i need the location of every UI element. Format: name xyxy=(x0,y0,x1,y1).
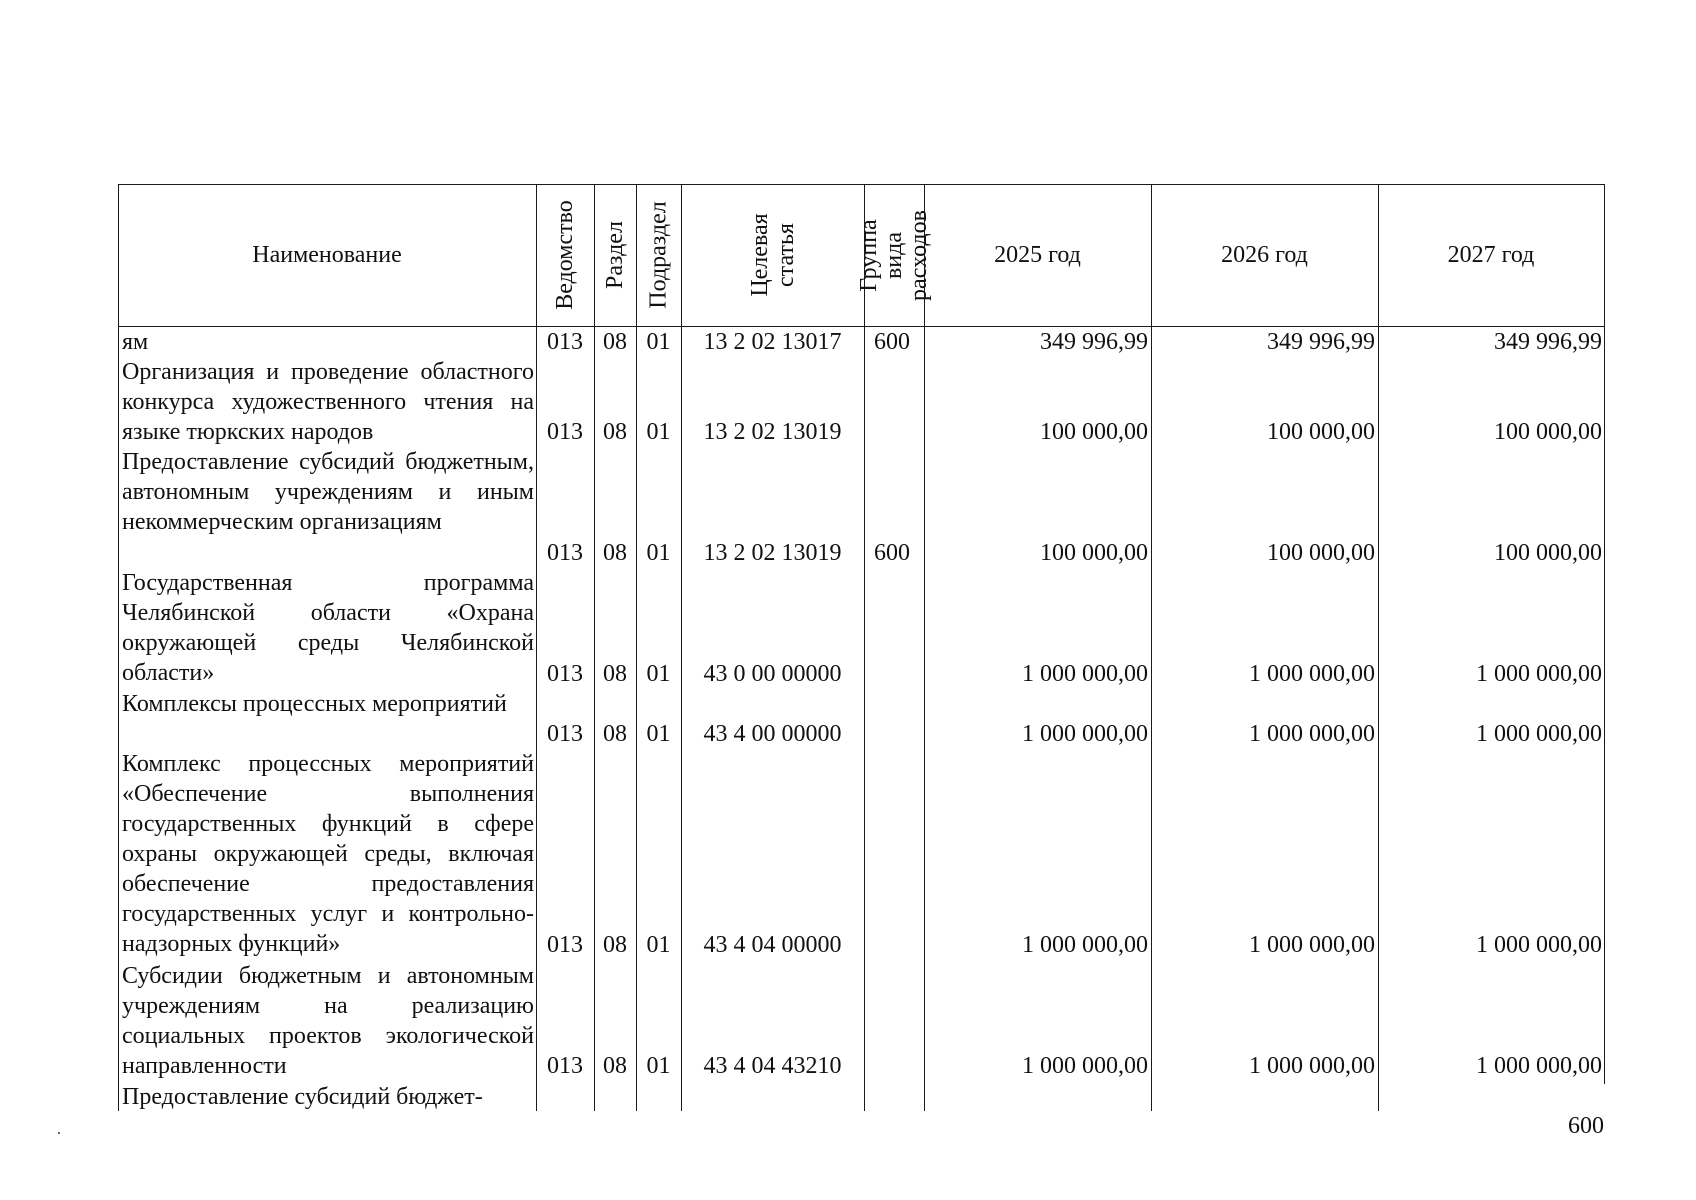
budget-table xyxy=(118,184,1604,1111)
row-name: ям xyxy=(122,329,149,355)
header-2025 xyxy=(924,184,1151,326)
row-podrazdel: 01 xyxy=(646,661,671,687)
row-2027: 1 000 000,00 xyxy=(1476,661,1602,687)
row-2026: 1 000 000,00 xyxy=(1249,932,1375,958)
header-name-label: Наименование xyxy=(252,241,402,268)
row-podrazdel: 01 xyxy=(646,1053,671,1079)
row-razdel: 08 xyxy=(603,721,627,747)
header-2026 xyxy=(1151,184,1378,326)
row-name: Предоставление субсидий бюджет- xyxy=(122,1084,483,1110)
row-celevaya: 43 4 00 00000 xyxy=(703,721,842,747)
row-vedomstvo: 013 xyxy=(547,329,583,355)
header-2027-label: 2027 год xyxy=(1447,241,1535,268)
page-number: 600 xyxy=(1568,1113,1604,1139)
header-2027 xyxy=(1378,184,1604,326)
row-gruppa: 600 xyxy=(874,540,910,566)
row-celevaya: 13 2 02 13017 xyxy=(703,329,842,355)
row-2027: 100 000,00 xyxy=(1494,540,1602,566)
row-2026: 100 000,00 xyxy=(1267,419,1375,445)
row-podrazdel: 01 xyxy=(646,419,671,445)
row-celevaya: 43 4 04 43210 xyxy=(703,1053,842,1079)
row-podrazdel: 01 xyxy=(646,721,671,747)
table-row xyxy=(118,961,1604,1082)
row-razdel: 08 xyxy=(603,932,627,958)
row-2027: 349 996,99 xyxy=(1494,329,1602,355)
row-2025: 1 000 000,00 xyxy=(1022,721,1148,747)
row-podrazdel: 01 xyxy=(646,540,671,566)
row-2027: 1 000 000,00 xyxy=(1476,932,1602,958)
table-row xyxy=(118,689,1604,749)
header-gruppa xyxy=(855,184,932,326)
header-2025-label: 2025 год xyxy=(994,241,1081,268)
row-2025: 1 000 000,00 xyxy=(1022,661,1148,687)
table-row xyxy=(118,568,1604,689)
row-celevaya: 43 4 04 00000 xyxy=(703,932,842,958)
row-2027: 1 000 000,00 xyxy=(1476,1053,1602,1079)
table-row xyxy=(118,1082,1604,1112)
row-2025: 1 000 000,00 xyxy=(1022,932,1148,958)
table-row xyxy=(118,357,1604,447)
col-border xyxy=(1604,184,1605,1084)
row-2026: 1 000 000,00 xyxy=(1249,1053,1375,1079)
header-celevaya xyxy=(681,184,864,326)
header-gruppa-label: Группа вида расходов xyxy=(855,209,932,301)
row-vedomstvo: 013 xyxy=(547,540,583,566)
row-razdel: 08 xyxy=(603,540,627,566)
row-name: Государственная программа Челябинской области «Охрана окружающей среды Челябинской области» xyxy=(122,570,534,686)
table-row xyxy=(118,327,1604,357)
row-vedomstvo: 013 xyxy=(547,721,583,747)
row-2026: 349 996,99 xyxy=(1267,329,1375,355)
header-vedomstvo-label: Ведомство xyxy=(552,200,578,310)
header-celevaya-label: Целевая статья xyxy=(746,213,799,297)
header-vedomstvo xyxy=(536,184,594,326)
row-razdel: 08 xyxy=(603,661,627,687)
row-2025: 100 000,00 xyxy=(1040,419,1148,445)
row-name: Предоставление субсидий бюджетным, автономным учреждениям и иным некоммерческим организациям xyxy=(122,449,534,535)
row-vedomstvo: 013 xyxy=(547,1053,583,1079)
row-vedomstvo: 013 xyxy=(547,661,583,687)
scan-speck xyxy=(58,1132,60,1134)
row-name: Комплексы процессных мероприятий xyxy=(122,691,507,717)
row-name: Комплекс процессных мероприятий «Обеспечение выполнения государственных функций в сфере охраны окружающей среды, включая обеспечение предоставления государственных услуг и контрольно-надзорных функций» xyxy=(122,751,534,957)
row-razdel: 08 xyxy=(603,1053,627,1079)
header-name xyxy=(118,184,536,326)
row-2025: 1 000 000,00 xyxy=(1022,1053,1148,1079)
row-razdel: 08 xyxy=(603,329,627,355)
row-vedomstvo: 013 xyxy=(547,419,583,445)
row-2026: 1 000 000,00 xyxy=(1249,721,1375,747)
row-podrazdel: 01 xyxy=(646,329,671,355)
row-celevaya: 43 0 00 00000 xyxy=(703,661,842,687)
row-name: Субсидии бюджетным и автономным учреждениям на реализацию социальных проектов экологической направленности xyxy=(122,963,534,1079)
header-podrazdel xyxy=(636,184,681,326)
row-celevaya: 13 2 02 13019 xyxy=(703,540,842,566)
row-name: Организация и проведение областного конкурса художественного чтения на языке тюркских народов xyxy=(122,359,534,445)
row-2027: 1 000 000,00 xyxy=(1476,721,1602,747)
table-row xyxy=(118,749,1604,961)
header-razdel-label: Раздел xyxy=(602,221,629,289)
row-2026: 100 000,00 xyxy=(1267,540,1375,566)
header-razdel xyxy=(594,184,636,326)
row-2026: 1 000 000,00 xyxy=(1249,661,1375,687)
table-row xyxy=(118,447,1604,568)
row-razdel: 08 xyxy=(603,419,627,445)
row-vedomstvo: 013 xyxy=(547,932,583,958)
row-2025: 349 996,99 xyxy=(1040,329,1148,355)
header-2026-label: 2026 год xyxy=(1221,241,1308,268)
row-gruppa: 600 xyxy=(874,329,910,355)
row-podrazdel: 01 xyxy=(646,932,671,958)
row-2025: 100 000,00 xyxy=(1040,540,1148,566)
header-podrazdel-label: Подраздел xyxy=(645,201,672,309)
row-celevaya: 13 2 02 13019 xyxy=(703,419,842,445)
row-2027: 100 000,00 xyxy=(1494,419,1602,445)
